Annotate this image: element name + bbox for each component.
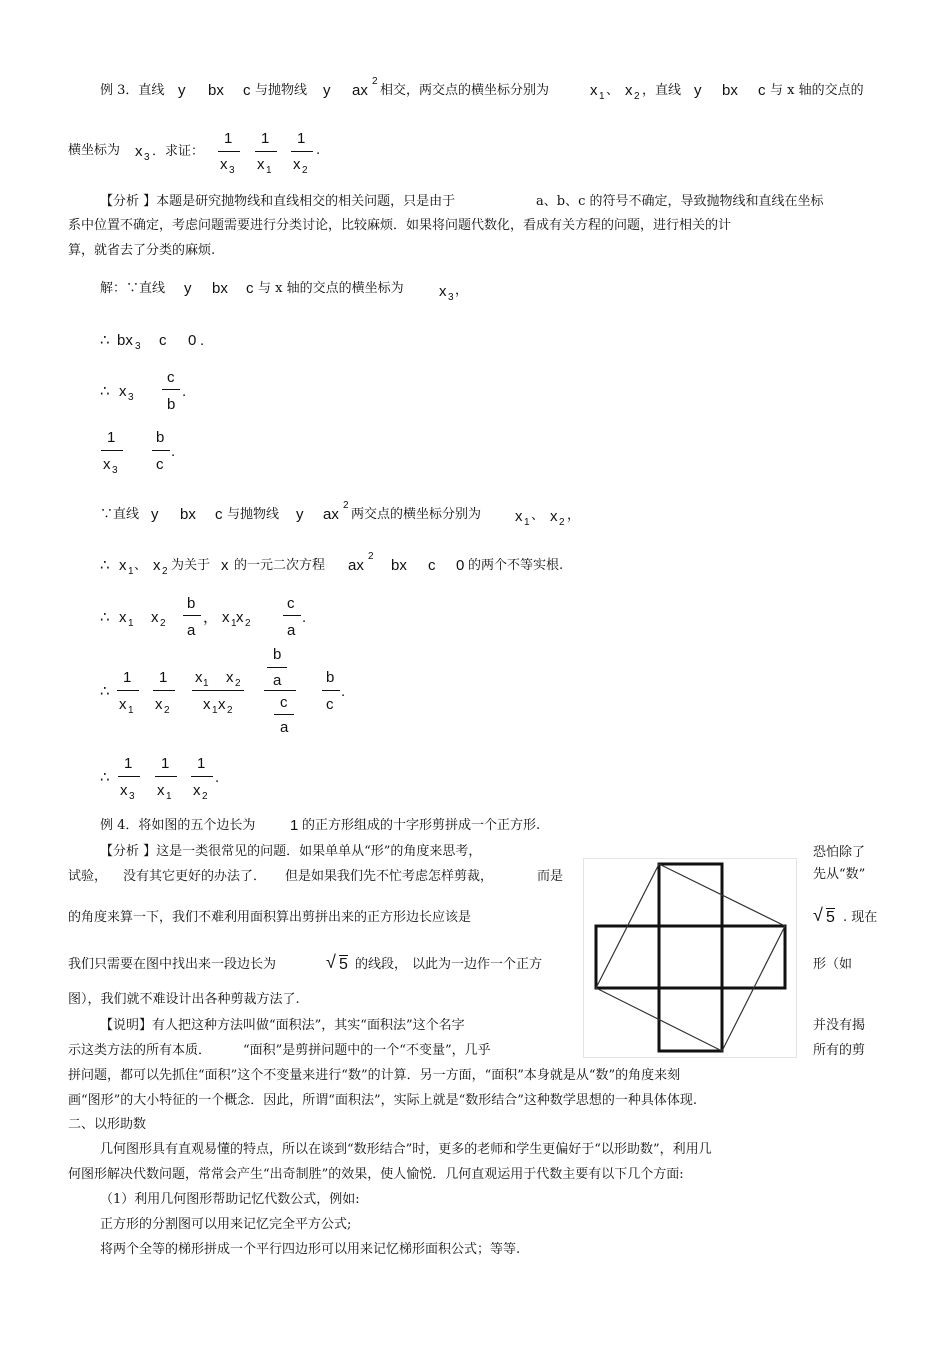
text: 与抛物线 — [227, 507, 280, 522]
text: 形（如 — [813, 957, 853, 972]
math-number: 0 — [188, 332, 197, 349]
math-var: x — [153, 557, 161, 574]
math-var: ax — [352, 82, 368, 99]
text: 试验， — [68, 869, 108, 884]
fraction-bar — [152, 450, 170, 451]
math-sub: 1 — [266, 165, 272, 176]
fraction-bar — [218, 151, 240, 152]
text: 算，就省去了分类的麻烦. — [68, 243, 216, 258]
text: 、 — [531, 508, 545, 523]
text: . — [316, 143, 321, 158]
text: 我们只需要在图中找出来一段边长为 — [68, 957, 277, 972]
text: . — [182, 383, 187, 400]
fraction-numerator: 1 — [124, 755, 133, 772]
math-var: bx — [391, 557, 407, 574]
fraction-denominator: x — [220, 156, 228, 173]
text: 几何图形具有直观易懂的特点，所以在谈到“数形结合”时，更多的老师和学生更偏好于“以形助数”，利用几 — [100, 1142, 712, 1157]
text: 的一元二次方程 — [234, 558, 326, 573]
math-var: x — [590, 82, 598, 99]
math-var: y — [184, 280, 192, 297]
fraction-numerator: 1 — [197, 755, 206, 772]
text: 所有的剪 — [813, 1043, 866, 1058]
math-sub: 2 — [227, 705, 233, 716]
math-var: x — [550, 508, 558, 525]
fraction-denominator: x — [203, 696, 211, 713]
text: 【说明】有人把这种方法叫做“面积法”，其实“面积法”这个名字 — [100, 1018, 465, 1033]
math-sub: 2 — [634, 91, 640, 102]
fraction-numerator: 1 — [297, 130, 306, 147]
math-sub: 2 — [302, 165, 308, 176]
fraction-denominator: c — [156, 456, 164, 473]
text: ， — [203, 609, 219, 626]
text: 画“图形”的大小特征的一个概念．因此，所谓“面积法”，实际上就是“数形结合”这种数学思想的一种具体体现. — [68, 1093, 698, 1108]
fraction-numerator: 1 — [159, 669, 168, 686]
fraction-denominator: x — [157, 782, 165, 799]
fraction-denominator: a — [280, 719, 289, 736]
math-var: y — [296, 506, 304, 523]
math-var: y — [323, 82, 331, 99]
math-var: x — [515, 508, 523, 525]
math-number: 5 — [339, 956, 348, 973]
text: 但是如果我们先不忙考虑怎样剪裁， — [285, 869, 494, 884]
math-var: c — [758, 82, 766, 99]
fraction-numerator: 1 — [107, 429, 116, 446]
math-sub: 1 — [599, 91, 605, 102]
fraction-numerator: b — [187, 595, 196, 612]
fraction-denominator: x — [193, 782, 201, 799]
math-var: bx — [180, 506, 196, 523]
math-number: 0 — [456, 557, 465, 574]
math-var: c — [215, 506, 223, 523]
text: 两交点的横坐标分别为 — [351, 507, 482, 522]
list-item: 将两个全等的梯形拼成一个平行四边形可以用来记忆梯形面积公式；等等. — [100, 1242, 521, 1257]
math-var: c — [428, 557, 436, 574]
sqrt-symbol: √ — [813, 905, 823, 925]
math-sub: 1 — [128, 705, 134, 716]
figure-frame — [584, 859, 797, 1058]
section-title: 二、以形助数 — [68, 1117, 147, 1132]
fraction-bar-main — [264, 690, 296, 691]
math-sub: 1 — [166, 791, 172, 802]
math-var: x — [625, 82, 633, 99]
fraction-bar — [267, 667, 287, 668]
math-var: bx — [208, 82, 224, 99]
fraction-denominator: a — [187, 622, 196, 639]
text: 图），我们就不难设计出各种剪裁方法了. — [68, 992, 300, 1007]
text: . — [341, 683, 346, 700]
fraction-bar — [191, 776, 213, 777]
fraction-denominator: c — [326, 696, 334, 713]
text: . 现在 — [843, 910, 878, 925]
math-var: x — [439, 283, 447, 300]
therefore-symbol: ∴ — [100, 683, 110, 700]
text: 示这类方法的所有本质． — [68, 1043, 212, 1058]
fraction-numerator: c — [280, 694, 288, 711]
fraction-numerator: x — [195, 669, 203, 686]
math-var: bx — [212, 280, 228, 297]
fraction-numerator: c — [287, 595, 295, 612]
fraction-bar — [101, 450, 123, 451]
math-number: 5 — [826, 909, 835, 926]
text: 相交，两交点的横坐标分别为 — [380, 83, 550, 98]
math-sub: 3 — [135, 341, 141, 352]
therefore-symbol: ∴ — [100, 769, 110, 786]
math-sup: 2 — [343, 500, 349, 511]
cross-figure — [583, 858, 797, 1062]
text: ， — [567, 508, 581, 523]
text: 的角度来算一下，我们不难利用面积算出剪拼出来的正方形边长应该是 — [68, 910, 472, 925]
fraction-numerator: b — [273, 646, 282, 663]
fraction-denominator: x — [120, 782, 128, 799]
text: 并没有揭 — [813, 1018, 866, 1033]
math-var: x — [119, 609, 127, 626]
math-sub: 3 — [128, 392, 134, 403]
math-sup: 2 — [372, 76, 378, 87]
fraction-bar — [283, 615, 301, 616]
math-sub: 2 — [164, 705, 170, 716]
text: 与抛物线 — [255, 83, 308, 98]
text: 、 — [606, 83, 620, 98]
math-sub: 3 — [229, 165, 235, 176]
fraction-bar — [155, 776, 177, 777]
math-sub: 2 — [162, 566, 168, 577]
math-var: x — [119, 557, 127, 574]
math-sub: 1 — [203, 678, 209, 689]
list-item: 正方形的分割图可以用来记忆完全平方公式; — [100, 1217, 352, 1232]
text: 先从“数” — [813, 867, 866, 882]
math-sub: 1 — [524, 517, 530, 528]
text: . — [215, 769, 220, 786]
math-sup: 2 — [368, 551, 374, 562]
text: 而是 — [537, 869, 564, 884]
text: ．求证： — [152, 144, 205, 159]
list-item: （1）利用几何图形帮助记忆代数公式，例如: — [100, 1192, 360, 1207]
fraction-bar — [274, 714, 294, 715]
therefore-symbol: ∴ — [100, 609, 110, 626]
fraction-denominator: a — [273, 672, 282, 689]
text: 与 x 轴的交点的 — [770, 83, 864, 98]
fraction-denominator: x — [293, 156, 301, 173]
fraction-numerator: 1 — [123, 669, 132, 686]
text: 例 4．将如图的五个边长为 — [100, 818, 256, 833]
fraction-denominator: b — [167, 396, 176, 413]
text: 的正方形组成的十字形剪拼成一个正方形. — [302, 818, 541, 833]
math-sub: 2 — [235, 678, 241, 689]
text: 没有其它更好的办法了． — [123, 869, 267, 884]
math-var: y — [151, 506, 159, 523]
fraction-bar — [183, 615, 201, 616]
math-number: 1 — [290, 817, 299, 834]
math-sub: 2 — [559, 517, 565, 528]
fraction-bar — [162, 389, 180, 390]
fraction-denominator: x — [218, 696, 226, 713]
therefore-symbol: ∴ — [100, 383, 110, 400]
math-sub: 1 — [128, 566, 134, 577]
text: 系中位置不确定，考虑问题需要进行分类讨论，比较麻烦．如果将问题代数化，看成有关方程的问题，进行相关的计 — [68, 218, 732, 233]
fraction-numerator: c — [167, 369, 175, 386]
math-var: c — [243, 82, 251, 99]
text: 、 — [134, 558, 148, 573]
text: 【分析 】这是一类很常见的问题．如果单单从“形”的角度来思考， — [100, 844, 482, 859]
text: . — [171, 443, 176, 460]
fraction-denominator: x — [103, 456, 111, 473]
fraction-numerator: 1 — [261, 130, 270, 147]
text: 恐怕除了 — [813, 845, 866, 860]
text: ， — [455, 283, 469, 298]
fraction-bar — [255, 151, 277, 152]
math-sub: 1 — [231, 618, 237, 629]
math-var: x — [236, 609, 244, 626]
fraction-denominator: x — [257, 156, 265, 173]
text: . — [200, 332, 205, 349]
math-sub: 3 — [144, 152, 150, 163]
fraction-denominator: x — [119, 696, 127, 713]
text: 的两个不等实根. — [468, 558, 564, 573]
text: ，直线 — [642, 83, 682, 98]
math-var: x — [222, 609, 230, 626]
text: 横坐标为 — [68, 143, 121, 158]
fraction-bar — [118, 776, 140, 777]
text: 以此为一边作一个正方 — [412, 957, 543, 972]
fraction-numerator: b — [326, 669, 335, 686]
text: a、b、c 的符号不确定，导致抛物线和直线在坐标 — [536, 194, 824, 209]
therefore-symbol: ∴ — [100, 332, 110, 349]
math-var: y — [178, 82, 186, 99]
math-sub: 1 — [212, 705, 218, 716]
math-sub: 2 — [245, 618, 251, 629]
math-var: ax — [348, 557, 364, 574]
sqrt-symbol: √ — [326, 952, 336, 972]
text: 何图形解决代数问题，常常会产生“出奇制胜”的效果，使人愉悦．几何直观运用于代数主要有以下几个方面: — [68, 1167, 684, 1182]
math-var: x — [119, 383, 127, 400]
fraction-bar — [291, 151, 313, 152]
fraction-numerator: x — [226, 669, 234, 686]
math-sub: 2 — [202, 791, 208, 802]
text: 与 x 轴的交点的横坐标为 — [258, 281, 404, 296]
text: 拼问题，都可以先抓住“面积”这个不变量来进行“数”的计算．另一方面，“面积”本身就是从“数”的角度来刻 — [68, 1068, 681, 1083]
cross-figure-svg — [583, 858, 797, 1058]
math-var: bx — [117, 332, 133, 349]
math-var: c — [159, 332, 167, 349]
math-sub: 3 — [448, 292, 454, 303]
math-var: c — [246, 280, 254, 297]
math-var: x — [151, 609, 159, 626]
math-var: x — [221, 557, 229, 574]
text: 例 3．直线 — [100, 83, 165, 98]
text: . — [302, 609, 307, 626]
math-var: x — [135, 143, 143, 160]
math-sub: 2 — [160, 618, 166, 629]
fraction-denominator: x — [155, 696, 163, 713]
therefore-symbol: ∴ — [100, 557, 110, 574]
math-sub: 1 — [128, 618, 134, 629]
text: ∵直线 — [100, 507, 140, 522]
text: 解：∵直线 — [100, 281, 166, 296]
text: 【分析 】本题是研究抛物线和直线相交的相关问题，只是由于 — [100, 194, 456, 209]
math-var: ax — [323, 506, 339, 523]
fraction-bar — [117, 690, 139, 691]
fraction-denominator: a — [287, 622, 296, 639]
math-var: bx — [722, 82, 738, 99]
math-sub: 3 — [129, 791, 135, 802]
fraction-bar — [192, 690, 244, 691]
math-sub: 3 — [112, 465, 118, 476]
text: “面积”是剪拼问题中的一个“不变量”，几乎 — [243, 1043, 491, 1058]
fraction-numerator: b — [156, 429, 165, 446]
fraction-bar — [153, 690, 175, 691]
fraction-numerator: 1 — [161, 755, 170, 772]
text: 为关于 — [171, 558, 211, 573]
fraction-bar — [322, 690, 340, 691]
fraction-numerator: 1 — [224, 130, 233, 147]
math-var: y — [694, 82, 702, 99]
text: 的线段， — [355, 957, 408, 972]
